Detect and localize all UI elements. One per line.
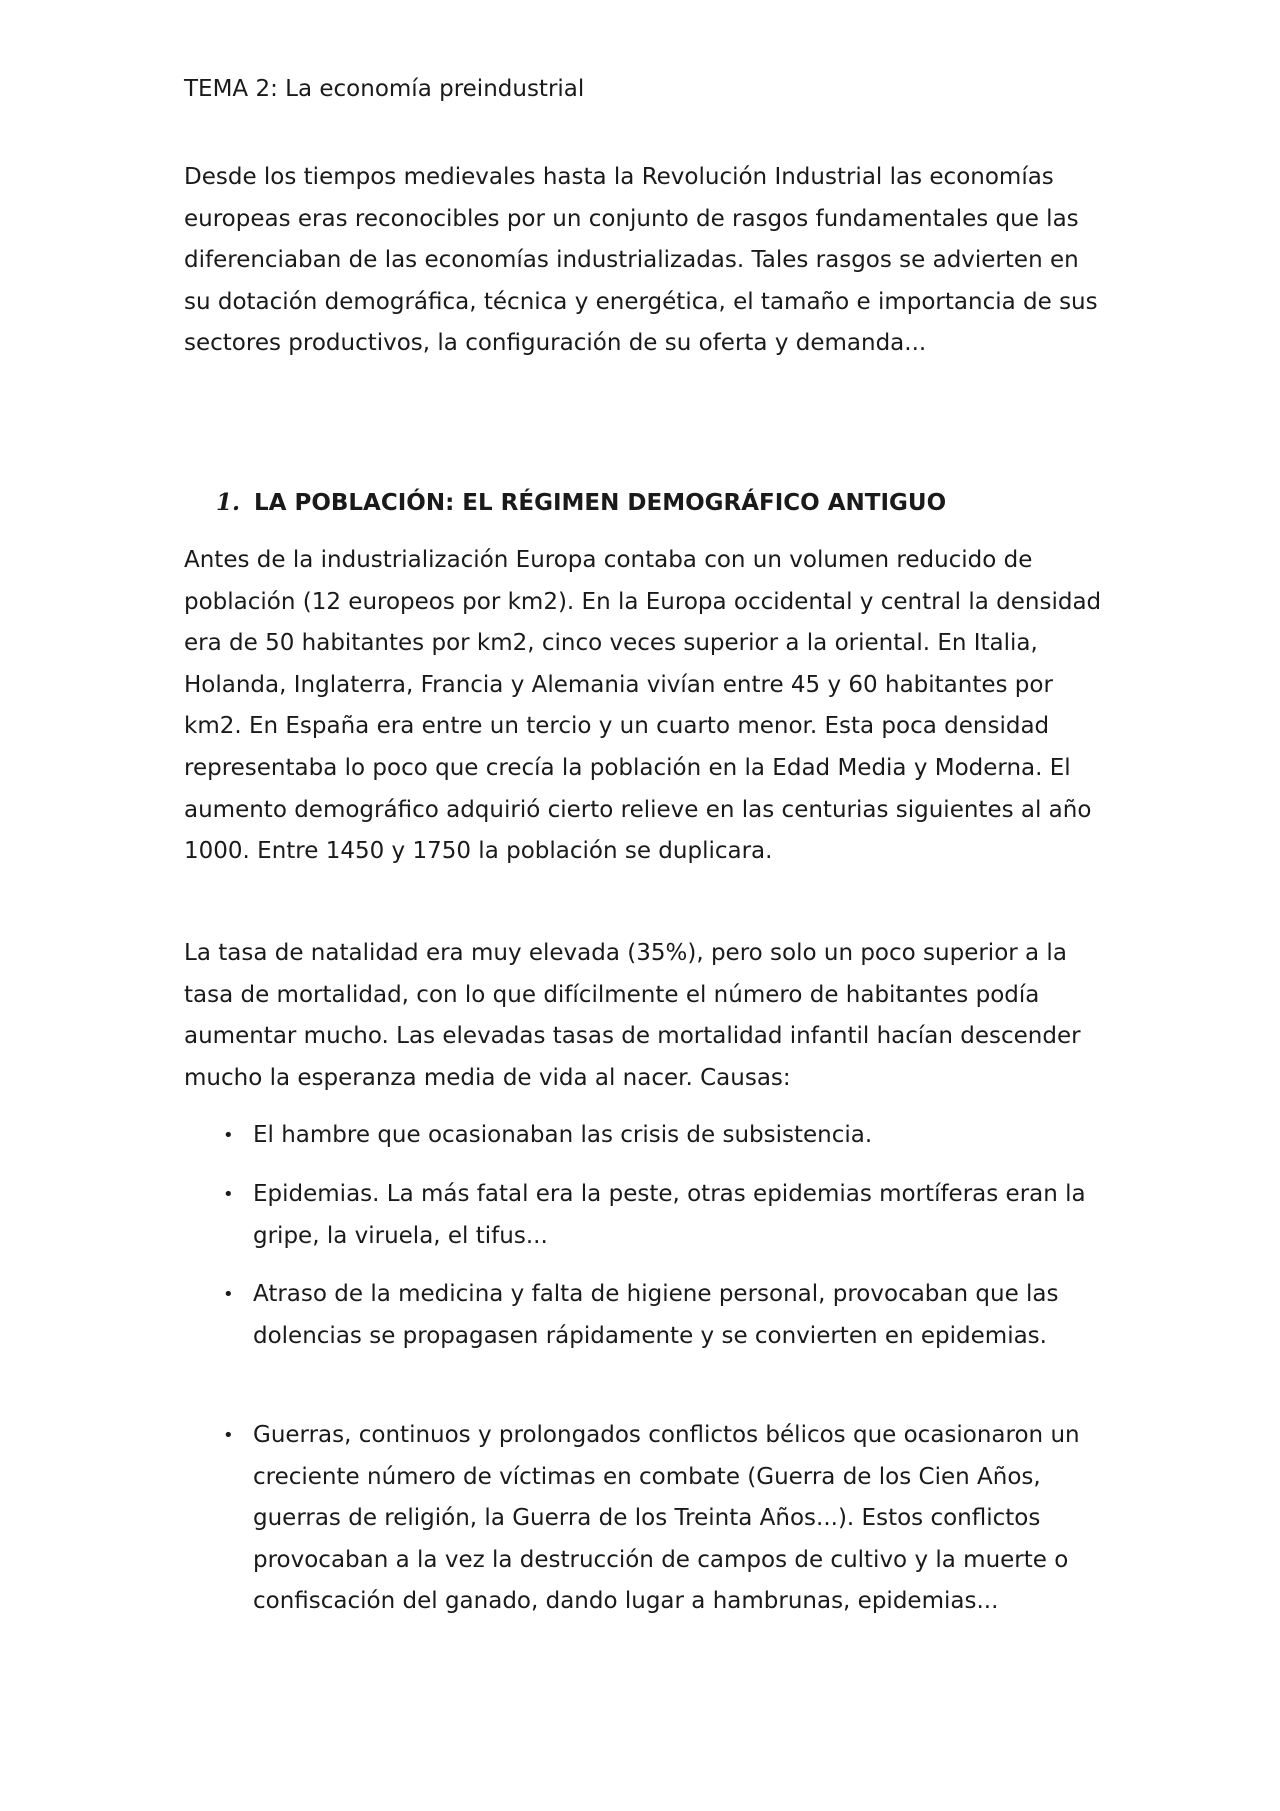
section-heading [216, 488, 946, 518]
population-paragraph: Antes de la industrialización Europa contaba con un volumen reducido de población (12 europeos por km2). En la Europa occidental y central la densidad era de 50 habitantes por km2, cinco veces superior a la oriental. En Italia, Holanda, Inglaterra, Francia y Alemania vivían entre 45 y 60 habitantes por km2. En España era entre un tercio y un cuarto menor. Esta poca densidad representaba lo poco que crecía la población en la Edad Media y Moderna. El aumento demográfico adquirió cierto relieve en las centurias siguientes al año 1000. Entre 1450 y 1750 la población se duplicara. [184, 547, 1102, 865]
birth-rate-paragraph: La tasa de natalidad era muy elevada (35%), pero solo un poco superior a la tasa de mortalidad, con lo que difícilmente el número de habitantes podía aumentar mucho. Las elevadas tasas de mortalidad infantil hacían descender mucho la esperanza media de vida al nacer. Causas: [184, 940, 1081, 1091]
cause-text: Epidemias. La más fatal era la peste, otras epidemias mortíferas eran la gripe, la viruela, el tifus... [253, 1181, 1086, 1249]
bullet-icon: • [223, 1184, 234, 1205]
cause-text: Atraso de la medicina y falta de higiene personal, provocaban que las dolencias se propagasen rápidamente y se convierten en epidemias. [253, 1281, 1059, 1349]
cause-text: El hambre que ocasionaban las crisis de subsistencia. [253, 1122, 873, 1148]
list-item [223, 1274, 1103, 1357]
list-item [223, 1415, 1103, 1623]
section-heading-text: LA POBLACIÓN: EL RÉGIMEN DEMOGRÁFICO ANTIGUO [254, 490, 947, 516]
intro-paragraph: Desde los tiempos medievales hasta la Revolución Industrial las economías europeas eras reconocibles por un conjunto de rasgos fundamentales que las diferenciaban de las economías industrializadas. Tales rasgos se advierten en su dotación demográfica, técnica y energética, el tamaño e importancia de sus sectores productivos, la configuración de su oferta y demanda... [184, 164, 1098, 357]
list-item [223, 1115, 1103, 1157]
bullet-icon: • [223, 1125, 234, 1146]
bullet-icon: • [223, 1425, 234, 1446]
section-number: 1. [216, 489, 241, 516]
document-title: TEMA 2: La economía preindustrial [184, 76, 585, 102]
list-item [223, 1174, 1103, 1257]
cause-text: Guerras, continuos y prolongados conflictos bélicos que ocasionaron un creciente número de víctimas en combate (Guerra de los Cien Años, guerras de religión, la Guerra de los Treinta Años...). Estos conflictos provocaban a la vez la destrucción de campos de cultivo y la muerte o confiscación del ganado, dando lugar a hambrunas, epidemias... [253, 1422, 1080, 1615]
bullet-icon: • [223, 1284, 234, 1305]
